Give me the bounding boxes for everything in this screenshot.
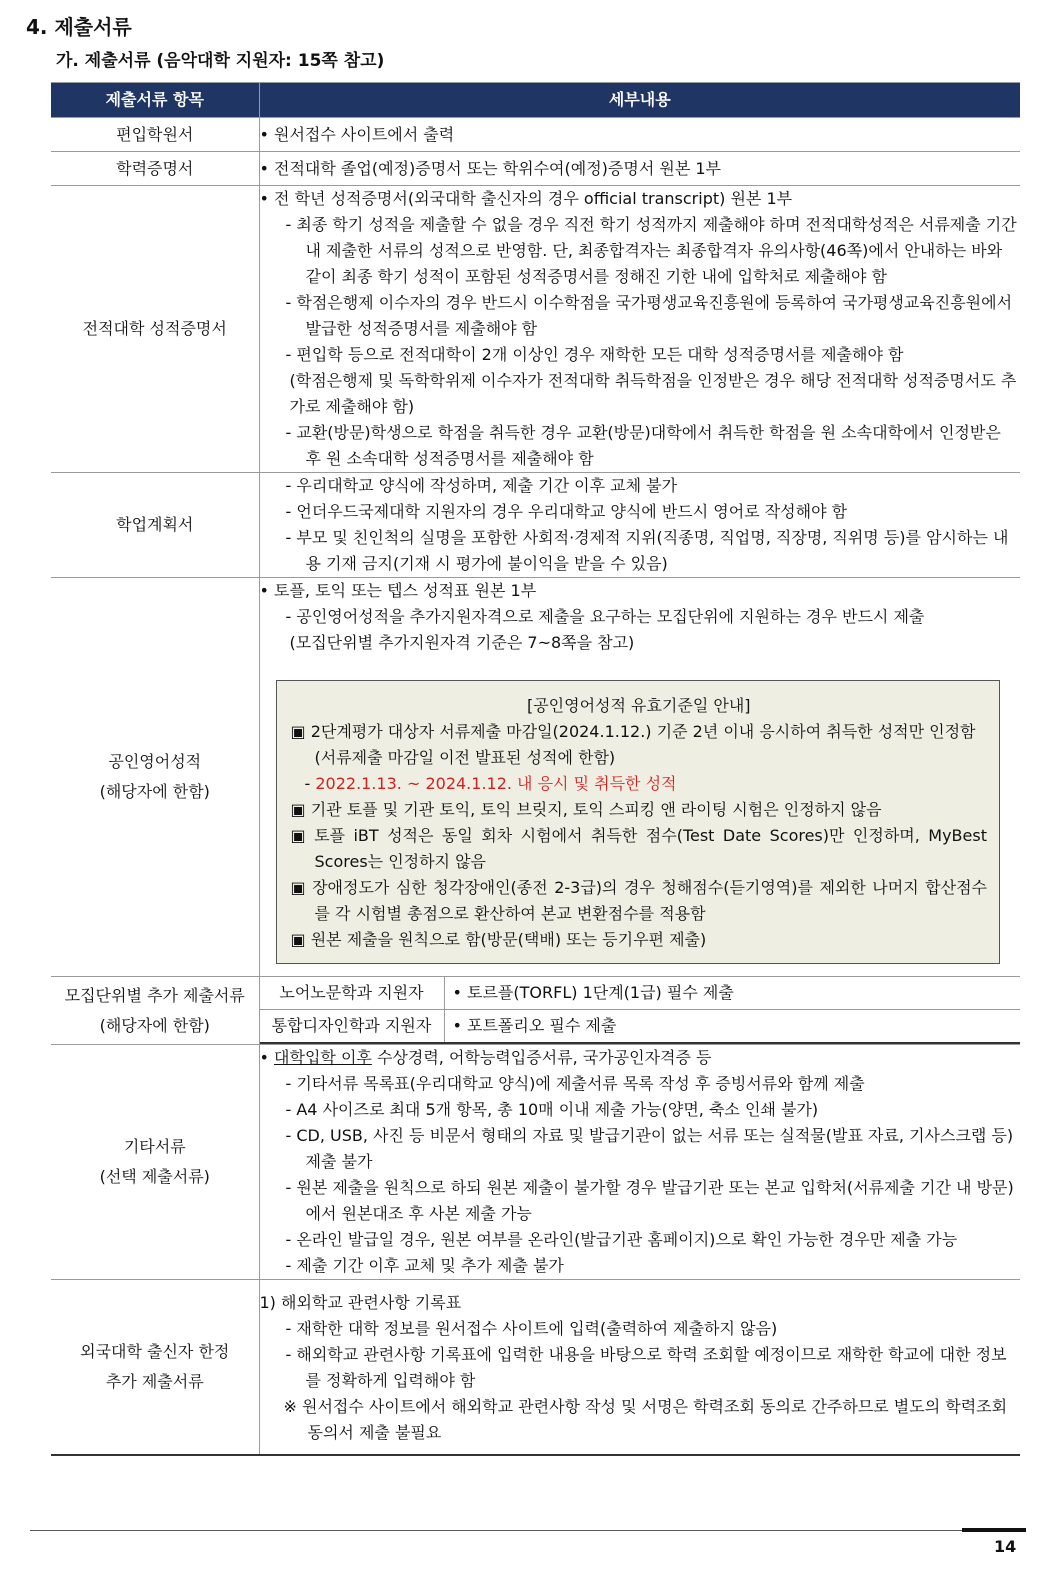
row-label [51, 1045, 259, 1280]
dash-text: - A4 사이즈로 최대 5개 항목, 총 10매 이내 제출 가능(양면, 축소 인쇄 불가) [285, 1100, 819, 1119]
table-row [51, 118, 1020, 152]
table-row [51, 473, 1020, 578]
table-header-row [51, 83, 1020, 118]
department-doc: • 토르플(TORFL) 1단계(1급) 필수 제출 [452, 983, 734, 1002]
department-doc: • 포트폴리오 필수 제출 [444, 1010, 1020, 1044]
bullet-rest: 수상경력, 어학능력입증서류, 국가공인자격증 등 [371, 1048, 712, 1067]
dash-text: - 온라인 발급일 경우, 원본 여부를 온라인(발급기관 홈페이지)으로 확인 가능한 경우만 제출 가능 [285, 1230, 958, 1249]
bullet-text: • 원서접수 사이트에서 출력 [259, 124, 455, 144]
underlined-text: 대학입학 이후 [274, 1048, 372, 1067]
row-label: 전적대학 성적증명서 [51, 186, 259, 473]
dash-text: - 편입학 등으로 전적대학이 2개 이상인 경우 재학한 모든 대학 성적증명서를 제출해야 함 [285, 345, 904, 364]
row-content [259, 152, 1020, 186]
department-row [260, 977, 1021, 1010]
footer-accent-bar [962, 1528, 1026, 1532]
note-text: (모집단위별 추가지원자격 기준은 7~8쪽을 참고) [289, 633, 635, 652]
row-content [259, 118, 1020, 152]
table-row [51, 578, 1020, 977]
notice-item: ▣ 기관 토플 및 기관 토익, 토익 브릿지, 토익 스피킹 앤 라이팅 시험은 인정하지 않음 [290, 800, 882, 819]
notice-item: ▣ 2단계평가 대상자 서류제출 마감일(2024.1.12.) 기준 2년 이내 응시하여 취득한 성적만 인정함 [290, 722, 976, 741]
sub-title: 가. 제출서류 (음악대학 지원자: 15쪽 참고) [56, 51, 385, 71]
header-item: 제출서류 항목 [51, 83, 259, 118]
dash-text: - CD, USB, 사진 등 비문서 형태의 자료 및 발급기관이 없는 서류 또는 실적물(발표 자료, 기사스크랩 등) 제출 불가 [285, 1126, 1014, 1171]
notice-item: ▣ 원본 제출을 원칙으로 함(방문(택배) 또는 등기우편 제출) [290, 930, 707, 949]
bullet-text [260, 1045, 1021, 1071]
reference-note: ※ 원서접수 사이트에서 해외학교 관련사항 작성 및 서명은 학력조회 동의로 간주하므로 별도의 학력조회동의서 제출 불필요 [283, 1397, 1008, 1442]
department-name: 통합디자인학과 지원자 [260, 1010, 445, 1044]
bullet-text: • 전 학년 성적증명서(외국대학 출신자의 경우 official transcript) 원본 1부 [259, 189, 793, 208]
valid-period-text: 2022.1.13. ~ 2024.1.12. 내 응시 및 취득한 성적 [315, 774, 677, 793]
table-row [51, 152, 1020, 186]
department-docs-table [260, 977, 1021, 1044]
bullet-text: • 전적대학 졸업(예정)증명서 또는 학위수여(예정)증명서 원본 1부 [259, 158, 722, 178]
section-title: 4. 제출서류 [26, 15, 132, 39]
row-label: 학업계획서 [51, 473, 259, 578]
row-label: 학력증명서 [51, 152, 259, 186]
dash-text: - 최종 학기 성적을 제출할 수 없을 경우 직전 학기 성적까지 제출해야 하며 전적대학성적은 서류제출 기간 내 제출한 서류의 성적으로 반영함. 단, 최종합격자는 최종합격자 유의사항(46쪽)에서 안내하는 바와 같이 최종 학기 성적이 포함된 성적증명서를 정해진 기한 내에 입학처로 제출해야 함 [285, 215, 1017, 286]
dash-text: - 언더우드국제대학 지원자의 경우 우리대학교 양식에 반드시 영어로 작성해야 함 [285, 502, 848, 521]
dash-text: - 부모 및 친인척의 실명을 포함한 사회적·경제적 지위(직종명, 직업명, 직장명, 직위명 등)를 암시하는 내용 기재 금지(기재 시 평가에 불이익을 받을 수 있음) [285, 528, 1009, 573]
valid-period [291, 771, 988, 797]
table-row [51, 1280, 1020, 1456]
table-row [51, 186, 1020, 473]
notice-item: ▣ 장애정도가 심한 청각장애인(종전 2-3급)의 경우 청해점수(듣기영역)를 제외한 나머지 합산점수를 각 시험별 총점으로 환산하여 본교 변환점수를 적용함 [290, 878, 987, 923]
note-text: (학점은행제 및 독학학위제 이수자가 전적대학 취득학점을 인정받은 경우 해당 전적대학 성적증명서도 추가로 제출해야 함) [289, 371, 1017, 416]
dash-text: - 학점은행제 이수자의 경우 반드시 이수학점을 국가평생교육진흥원에 등록하여 국가평생교육진흥원에서 발급한 성적증명서를 제출해야 함 [285, 293, 1013, 338]
row-label-line2: (해당자에 한함) [99, 1015, 210, 1035]
dash-mark: - [304, 774, 316, 793]
row-label [51, 578, 259, 977]
dash-text: - 재학한 대학 정보를 원서접수 사이트에 입력(출력하여 제출하지 않음) [285, 1319, 778, 1338]
row-label [51, 1280, 259, 1456]
department-name: 노어노문학과 지원자 [260, 977, 445, 1010]
row-label-line2: 추가 제출서류 [105, 1372, 204, 1391]
row-content [259, 1280, 1020, 1456]
row-label-line2: (선택 제출서류) [99, 1167, 210, 1186]
documents-table [51, 82, 1020, 1456]
notice-item: ▣ 토플 iBT 성적은 동일 회차 시험에서 취득한 점수(Test Date Scores)만 인정하며, MyBest Scores는 인정하지 않음 [290, 826, 987, 871]
dash-text: - 우리대학교 양식에 작성하며, 제출 기간 이후 교체 불가 [285, 476, 678, 495]
row-content [259, 186, 1020, 473]
row-content [259, 1045, 1020, 1280]
header-detail: 세부내용 [259, 83, 1020, 118]
dash-text: - 교환(방문)학생으로 학점을 취득한 경우 교환(방문)대학에서 취득한 학점을 원 소속대학에서 인정받은 후 원 소속대학 성적증명서를 제출해야 함 [285, 423, 1001, 468]
table-row [51, 977, 1020, 1045]
row-label-line2: (해당자에 한함) [99, 782, 210, 801]
dash-text: - 해외학교 관련사항 기록표에 입력한 내용을 바탕으로 학력 조회할 예정이므로 재학한 학교에 대한 정보를 정확하게 입력해야 함 [285, 1345, 1007, 1390]
dash-text: - 기타서류 목록표(우리대학교 양식)에 제출서류 목록 작성 후 증빙서류와 함께 제출 [285, 1074, 865, 1093]
row-content [259, 977, 1020, 1045]
numbered-text: 1) 해외학교 관련사항 기록표 [259, 1293, 462, 1312]
table-row [51, 1045, 1020, 1280]
notice-title: [공인영어성적 유효기준일 안내] [526, 696, 751, 715]
row-content [259, 578, 1020, 977]
row-label-line1: 기타서류 [123, 1137, 186, 1156]
dash-text: - 제출 기간 이후 교체 및 추가 제출 불가 [285, 1256, 564, 1275]
notice-item-cont: (서류제출 마감일 이전 발표된 성적에 한함) [314, 748, 616, 767]
row-label-line1: 모집단위별 추가 제출서류 [64, 985, 245, 1005]
row-label-line1: 외국대학 출신자 한정 [80, 1342, 230, 1361]
bullet-text: • 토플, 토익 또는 텝스 성적표 원본 1부 [259, 581, 537, 600]
dash-text: - 원본 제출을 원칙으로 하되 원본 제출이 불가할 경우 발급기관 또는 본교 입학처(서류제출 기간 내 방문)에서 원본대조 후 사본 제출 가능 [285, 1178, 1014, 1223]
row-label-line1: 공인영어성적 [108, 752, 202, 771]
page-number: 14 [994, 1537, 1017, 1556]
english-score-notice-box [276, 680, 1001, 964]
row-label: 편입학원서 [51, 118, 259, 152]
dash-text: - 공인영어성적을 추가지원자격으로 제출을 요구하는 모집단위에 지원하는 경우 반드시 제출 [285, 607, 925, 626]
footer-divider [30, 1530, 1020, 1531]
row-label [51, 977, 259, 1045]
department-row [260, 1010, 1021, 1044]
row-content [259, 473, 1020, 578]
bullet-mark: • [259, 1048, 275, 1067]
